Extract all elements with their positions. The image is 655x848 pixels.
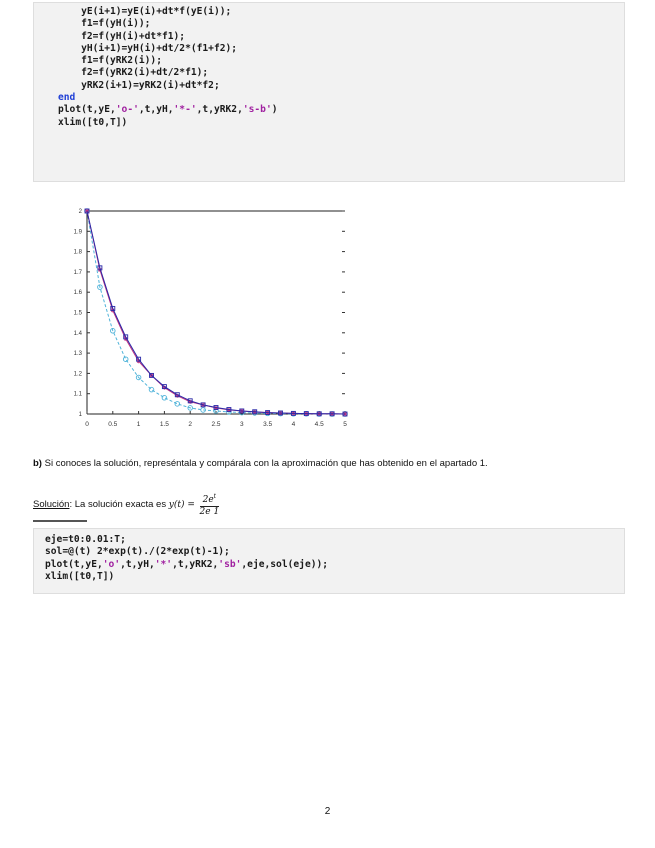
code-bottom-line: sol=@(t) 2*exp(t)./(2*exp(t)-1); — [45, 546, 230, 558]
x-tick-label: 2.5 — [211, 421, 221, 428]
series-point-circle — [123, 357, 128, 362]
y-tick-label: 1.3 — [73, 351, 82, 358]
solution-formula — [200, 491, 220, 518]
code-top-line: yH(i+1)=yH(i)+dt/2*(f1+f2); — [58, 42, 238, 54]
x-tick-label: 4 — [291, 421, 296, 428]
solution-plot — [62, 200, 362, 440]
y-tick-label: 1.6 — [73, 290, 82, 297]
solution-text: : La solución exacta es — [69, 499, 169, 511]
y-tick-label: 1.7 — [73, 269, 82, 276]
x-tick-label: 0.5 — [108, 421, 118, 428]
code-top-line: f1=f(yRK2(i)); — [58, 55, 162, 67]
x-tick-label: 3 — [239, 421, 244, 428]
y-tick-label: 1.2 — [73, 371, 82, 378]
formula-numerator: 2e — [202, 495, 214, 505]
code-top-line: f2=f(yH(i)+dt*f1); — [58, 30, 186, 42]
x-tick-label: 1.5 — [159, 421, 169, 428]
solution-line — [33, 491, 219, 518]
x-tick-label: 4.5 — [314, 421, 324, 428]
formula-exp-num: t — [213, 493, 217, 500]
x-tick-label: 2 — [188, 421, 193, 428]
series-line-3 — [87, 211, 345, 414]
y-tick-label: 1.9 — [73, 229, 82, 236]
separator-line — [33, 520, 87, 522]
y-tick-label: 1 — [78, 412, 82, 418]
question-label: b) — [33, 458, 42, 469]
question-text: Si conoces la solución, represéntala y compárala con la aproximación que has obtenido en el apartado 1. — [41, 458, 488, 469]
code-top-line: f1=f(yH(i)); — [58, 18, 151, 30]
code-block-bottom — [33, 528, 625, 594]
series-line-1 — [87, 211, 345, 414]
formula-denominator: 2e 1 — [199, 507, 220, 517]
code-bottom-line: xlim([t0,T]) — [45, 570, 115, 582]
code-lines-bottom — [45, 534, 624, 583]
code-top-line: f2=f(yRK2(i)+dt/2*f1); — [58, 67, 209, 79]
series-point-circle — [149, 387, 154, 392]
code-top-line: xlim([t0,T]) — [58, 116, 128, 128]
y-tick-label: 1.1 — [73, 391, 82, 398]
code-bottom-line: eje=t0:0.01:T; — [45, 534, 126, 545]
x-tick-label: 1 — [136, 421, 141, 428]
code-top-line: yRK2(i+1)=yRK2(i)+dt*f2; — [58, 79, 220, 91]
code-top-line: end — [58, 92, 76, 104]
y-tick-label: 1.5 — [73, 310, 82, 317]
y-tick-label: 1.4 — [73, 330, 82, 337]
code-top-line: plot(t,yE,'o-',t,yH,'*-',t,yRK2,'s-b') — [58, 104, 278, 116]
question-b — [33, 458, 488, 469]
x-tick-label: 3.5 — [263, 421, 273, 428]
code-bottom-line: plot(t,yE,'o',t,yH,'*',t,yRK2,'sb',eje,sol(eje)); — [45, 558, 329, 570]
page-number: 2 — [324, 806, 331, 817]
code-lines-top — [58, 6, 624, 129]
solution-label: Solución — [33, 499, 70, 511]
y-tick-label: 2 — [78, 209, 82, 215]
series-line-2 — [87, 211, 345, 414]
code-block-top — [33, 2, 625, 182]
y-tick-label: 1.8 — [73, 249, 82, 256]
formula-lhs: y(t) = — [168, 500, 195, 511]
series-point-circle — [162, 395, 167, 400]
code-top-line: yE(i+1)=yE(i)+dt*f(yE(i)); — [58, 6, 232, 17]
x-tick-label: 0 — [85, 421, 89, 428]
x-tick-label: 5 — [343, 421, 347, 428]
